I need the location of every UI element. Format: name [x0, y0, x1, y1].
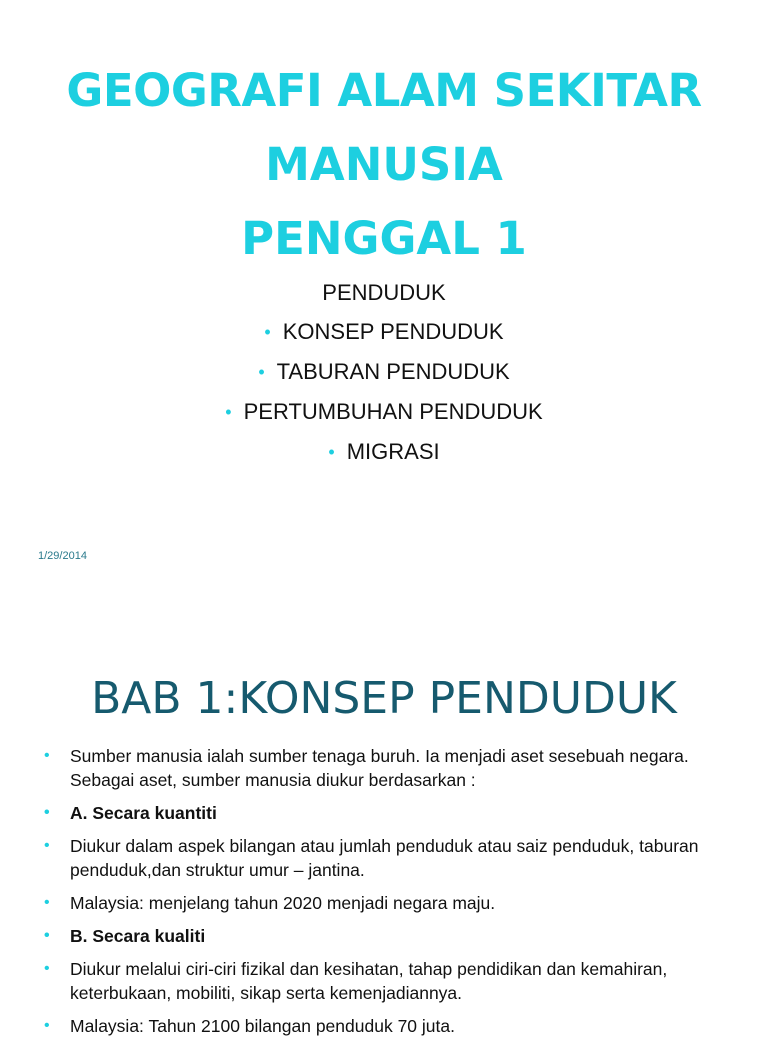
slide-title-line-2: MANUSIA — [265, 138, 503, 191]
slide-title-line-1: GEOGRAFI ALAM SEKITAR — [66, 64, 702, 117]
bullet-icon: • — [44, 804, 50, 821]
topic-item-label: PERTUMBUHAN PENDUDUK — [243, 399, 543, 424]
bullet-icon: • — [258, 362, 265, 382]
content-bullet-subheading — [44, 924, 744, 948]
topic-item — [0, 440, 768, 480]
bullet-icon: • — [44, 894, 50, 911]
bullet-icon: • — [44, 960, 50, 977]
bullet-icon: • — [264, 322, 271, 342]
topic-item-label: MIGRASI — [346, 439, 440, 464]
bullet-icon: • — [44, 927, 50, 944]
bullet-icon: • — [44, 747, 50, 764]
content-bullet — [44, 834, 744, 882]
topic-item-label: KONSEP PENDUDUK — [282, 319, 504, 344]
content-bullet-text: Malaysia: Tahun 2100 bilangan penduduk 70 juta. — [70, 1016, 455, 1036]
content-bullet-text: B. Secara kualiti — [70, 926, 206, 946]
topic-list — [0, 320, 768, 480]
content-bullet — [44, 1014, 744, 1038]
slide-date: 1/29/2014 — [38, 550, 87, 562]
bullet-icon: • — [328, 442, 335, 462]
content-bullet-text: Diukur dalam aspek bilangan atau jumlah penduduk atau saiz penduduk, taburan penduduk,dan struktur umur – jantina. — [70, 836, 699, 880]
content-bullet-subheading — [44, 801, 744, 825]
topic-item — [0, 320, 768, 360]
content-bullet — [44, 957, 744, 1005]
topic-item — [0, 400, 768, 440]
bullet-icon: • — [225, 402, 232, 422]
content-bullet-text: A. Secara kuantiti — [70, 803, 217, 823]
bullet-icon: • — [44, 1017, 50, 1034]
chapter-title: BAB 1:KONSEP PENDUDUK — [91, 673, 677, 724]
content-bullet-text: Malaysia: menjelang tahun 2020 menjadi negara maju. — [70, 893, 496, 913]
topic-item-label: TABURAN PENDUDUK — [276, 359, 510, 384]
content-bullet-text: Sumber manusia ialah sumber tenaga buruh. Ia menjadi aset sesebuah negara. Sebagai aset, sumber manusia diukur berdasarkan : — [70, 746, 689, 790]
slide-title-line-3: PENGGAL 1 — [241, 212, 527, 265]
content-bullet — [44, 744, 744, 792]
content-bullet — [44, 891, 744, 915]
content-bullet-list — [44, 744, 744, 1047]
content-bullet-text: Diukur melalui ciri-ciri fizikal dan kesihatan, tahap pendidikan dan kemahiran, keterbukaan, mobiliti, sikap serta kemenjadiannya. — [70, 959, 668, 1003]
topic-item — [0, 360, 768, 400]
slide-konsep-penduduk — [0, 645, 768, 1036]
bullet-icon: • — [44, 837, 50, 854]
subtitle-heading: PENDUDUK — [322, 280, 446, 305]
